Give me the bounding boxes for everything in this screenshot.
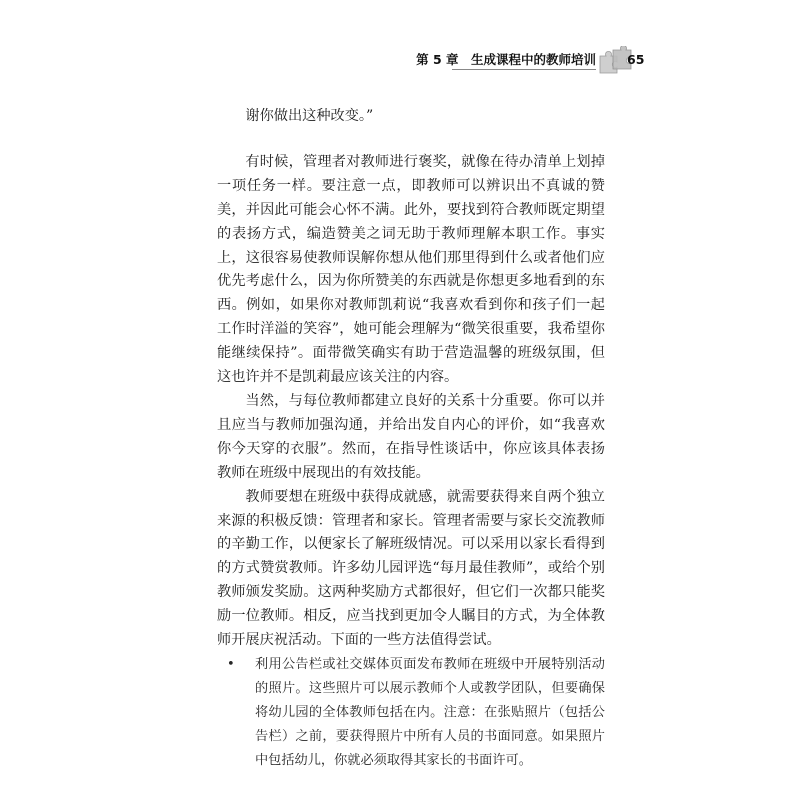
running-header: [0, 52, 800, 76]
chapter-title: 第 5 章 生成课程中的教师培训: [416, 52, 596, 67]
bullet-text: 利用公告栏或社交媒体页面发布教师在班级中开展特别活动的照片。这些照片可以展示教师个人或教学团队，但要确保将幼儿园的全体教师包括在内。注意：在张贴照片（包括公告栏）之前，要获得照片中所有人员的书面同意。如果照片中包括幼儿，你就必须取得其家长的书面许可。: [255, 656, 605, 768]
paragraph-1: 有时候，管理者对教师进行褒奖，就像在待办清单上划掉一项任务一样。要注意一点，即教师可以辨识出不真诚的赞美，并因此可能会心怀不满。此外，要找到符合教师既定期望的表扬方式，编造赞美之词无助于教师理解本职工作。事实上，这很容易使教师误解你想从他们那里得到什么或者他们应优先考虑什么，因为你所赞美的东西就是你想更多地看到的东西。例如，如果你对教师凯莉说“我喜欢看到你和孩子们一起工作时洋溢的笑容”，她可能会理解为“微笑很重要，我希望你能继续保持”。面带微笑确实有助于营造温馨的班级氛围，但这也许并不是凯莉最应该关注的内容。: [217, 153, 605, 386]
header-rule: [452, 69, 596, 70]
bullet-marker: •: [227, 656, 235, 672]
paragraph-3: 教师要想在班级中获得成就感，就需要获得来自两个独立来源的积极反馈：管理者和家长。管理者需要与家长交流教师的辛勤工作，以便家长了解班级情况。可以采用以家长看得到的方式赞赏教师。许多幼儿园评选“每月最佳教师”，或给个别教师颁发奖励。这两种奖励方式都很好，但它们一次都只能奖励一位教师。相反，应当找到更加令人瞩目的方式，为全体教师开展庆祝活动。下面的一些方法值得尝试。: [217, 488, 605, 649]
bullet-list: [217, 653, 605, 773]
continuation-line: 谢你做出这种改变。”: [245, 108, 374, 124]
paragraph-gap: [217, 129, 605, 151]
list-item: [217, 653, 605, 773]
page-number: 65: [627, 52, 645, 67]
paragraph-2: 当然，与每位教师都建立良好的关系十分重要。你可以并且应当与教师加强沟通，并给出发自内心的评价，如“我喜欢你今天穿的衣服”。然而，在指导性谈话中，你应该具体表扬教师在班级中展现出的有效技能。: [217, 392, 605, 481]
body-text: [217, 105, 605, 773]
